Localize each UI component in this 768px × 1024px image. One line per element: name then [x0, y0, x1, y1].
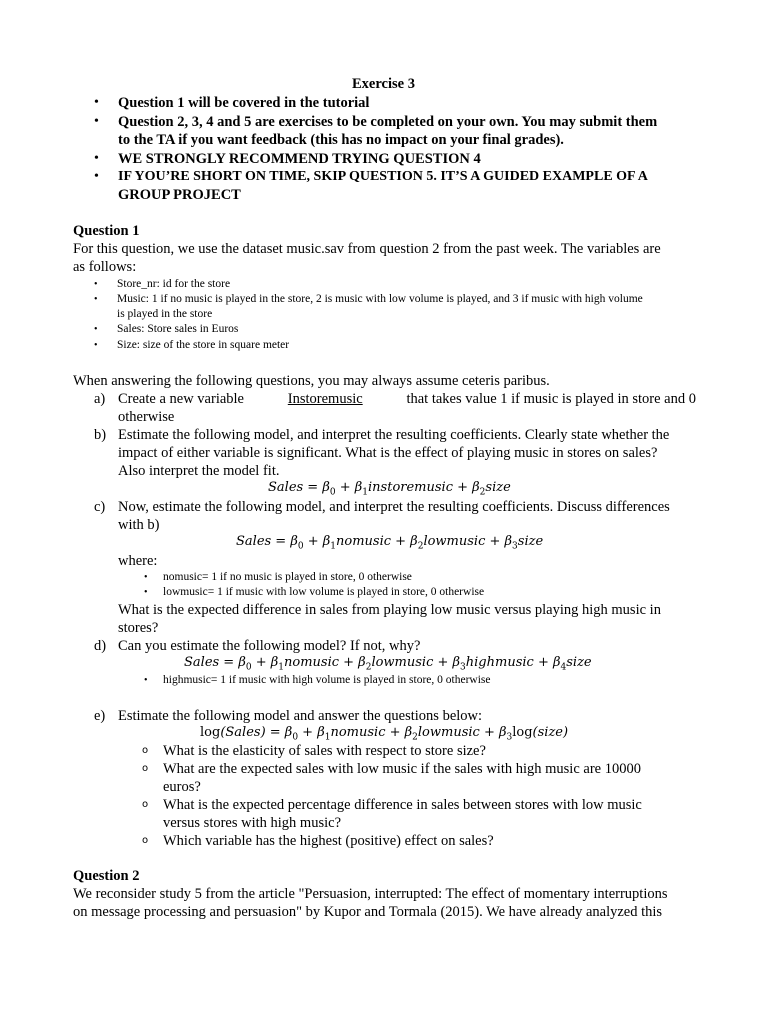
intro-item: WE STRONGLY RECOMMEND TRYING QUESTION 4: [118, 151, 481, 167]
part-b-text: Also interpret the model fit.: [118, 463, 280, 479]
part-e-question: What are the expected sales with low music if the sales with high music are 10000: [163, 761, 641, 777]
part-a-label: a): [94, 391, 106, 407]
question-1-heading: Question 1: [73, 223, 140, 239]
bullet-icon: •: [94, 169, 99, 184]
intro-item-cont: to the TA if you want feedback (this has no impact on your final grades).: [118, 132, 564, 148]
bullet-icon: •: [94, 279, 98, 290]
part-c-label: c): [94, 499, 106, 515]
q2-text: We reconsider study 5 from the article "Persuasion, interrupted: The effect of momentary interruptions: [73, 886, 668, 902]
var-item: Sales: Store sales in Euros: [117, 323, 239, 335]
q1-text: For this question, we use the dataset music.sav from question 2 from the past week. The variables are: [73, 241, 661, 257]
part-e-question: Which variable has the highest (positive) effect on sales?: [163, 833, 494, 849]
model-equation-d: Sales = $\beta_0$ + $\beta_1nomusic$ + $\beta_2lowmusic$ + $\beta_3highmusic$ + $\beta_4size$: [184, 655, 592, 673]
intro-item: Question 2, 3, 4 and 5 are exercises to be completed on your own. You may submit them: [118, 114, 658, 130]
model-equation-c: Sales = $\beta_0$ + $\beta_1nomusic$ + $\beta_2lowmusic$ + $\beta_3size$: [236, 534, 544, 552]
intro-item: Question 1 will be covered in the tutorial: [118, 95, 370, 111]
part-e-question: What is the elasticity of sales with respect to store size?: [163, 743, 486, 759]
part-d-text: Can you estimate the following model? If not, why?: [118, 638, 421, 654]
part-c-text: with b): [118, 517, 160, 533]
part-e-question-cont: euros?: [163, 779, 201, 795]
var-item: Music: 1 if no music is played in the store, 2 is music with low volume is played, and 3 if music with high volume: [117, 293, 643, 305]
bullet-icon: •: [144, 587, 148, 598]
part-a-pre: Create a new variable: [118, 391, 244, 407]
part-a-post: that takes value 1 if music is played in store and 0: [406, 391, 696, 407]
circle-bullet-icon: o: [142, 763, 149, 774]
bullet-icon: •: [94, 294, 98, 305]
part-a-line: [118, 390, 696, 408]
var-item: Size: size of the store in square meter: [117, 339, 290, 351]
bullet-icon: •: [144, 675, 148, 686]
part-e-question-cont: versus stores with high music?: [163, 815, 342, 831]
part-d-label: d): [94, 638, 107, 654]
model-equation-b: Sales = $\beta_0$ + $\beta_1instoremusic$ + $\beta_2size$: [268, 480, 511, 498]
bullet-icon: •: [94, 151, 99, 166]
part-c-text: Now, estimate the following model, and interpret the resulting coefficients. Discuss differences: [118, 499, 670, 515]
part-e-question: What is the expected percentage difference in sales between stores with low music: [163, 797, 642, 813]
part-b-label: b): [94, 427, 107, 443]
model-equation-e: log(Sales) = $\beta_0$ + $\beta_1nomusic$ + $\beta_2lowmusic$ + $\beta_3\log(size)$: [200, 725, 569, 743]
instoremusic-variable: Instoremusic: [287, 391, 363, 407]
var-item: Store_nr: id for the store: [117, 278, 231, 290]
circle-bullet-icon: o: [142, 745, 149, 756]
part-b-text: impact of either variable is significant. What is the effect of playing music in stores on sales?: [118, 445, 658, 461]
bullet-icon: •: [94, 324, 98, 335]
definition-lowmusic: lowmusic= 1 if music with low volume is played in store, 0 otherwise: [163, 586, 485, 598]
bullet-icon: •: [94, 114, 99, 129]
bullet-icon: •: [144, 572, 148, 583]
part-c-question: stores?: [118, 620, 159, 636]
part-e-text: Estimate the following model and answer the questions below:: [118, 708, 483, 724]
part-e-label: e): [94, 708, 106, 724]
where-label: where:: [118, 553, 158, 569]
intro-item-cont: GROUP PROJECT: [118, 187, 241, 203]
question-2-heading: Question 2: [73, 868, 140, 884]
assumption-text: When answering the following questions, you may always assume ceteris paribus.: [73, 373, 550, 389]
q1-text: as follows:: [73, 259, 137, 275]
part-c-question: What is the expected difference in sales from playing low music versus playing high music in: [118, 602, 661, 618]
bullet-icon: •: [94, 340, 98, 351]
part-b-text: Estimate the following model, and interpret the resulting coefficients. Clearly state whether the: [118, 427, 670, 443]
page-title: Exercise 3: [352, 76, 415, 92]
definition-highmusic: highmusic= 1 if music with high volume is played in store, 0 otherwise: [163, 674, 491, 686]
circle-bullet-icon: o: [142, 799, 149, 810]
circle-bullet-icon: o: [142, 835, 149, 846]
definition-nomusic: nomusic= 1 if no music is played in store, 0 otherwise: [163, 571, 412, 583]
bullet-icon: •: [94, 95, 99, 110]
var-item-cont: is played in the store: [117, 308, 213, 320]
part-a-cont: otherwise: [118, 409, 175, 425]
q2-text: on message processing and persuasion" by Kupor and Tormala (2015). We have already analyzed this: [73, 904, 663, 920]
intro-item: IF YOU’RE SHORT ON TIME, SKIP QUESTION 5. IT’S A GUIDED EXAMPLE OF A: [118, 169, 648, 184]
